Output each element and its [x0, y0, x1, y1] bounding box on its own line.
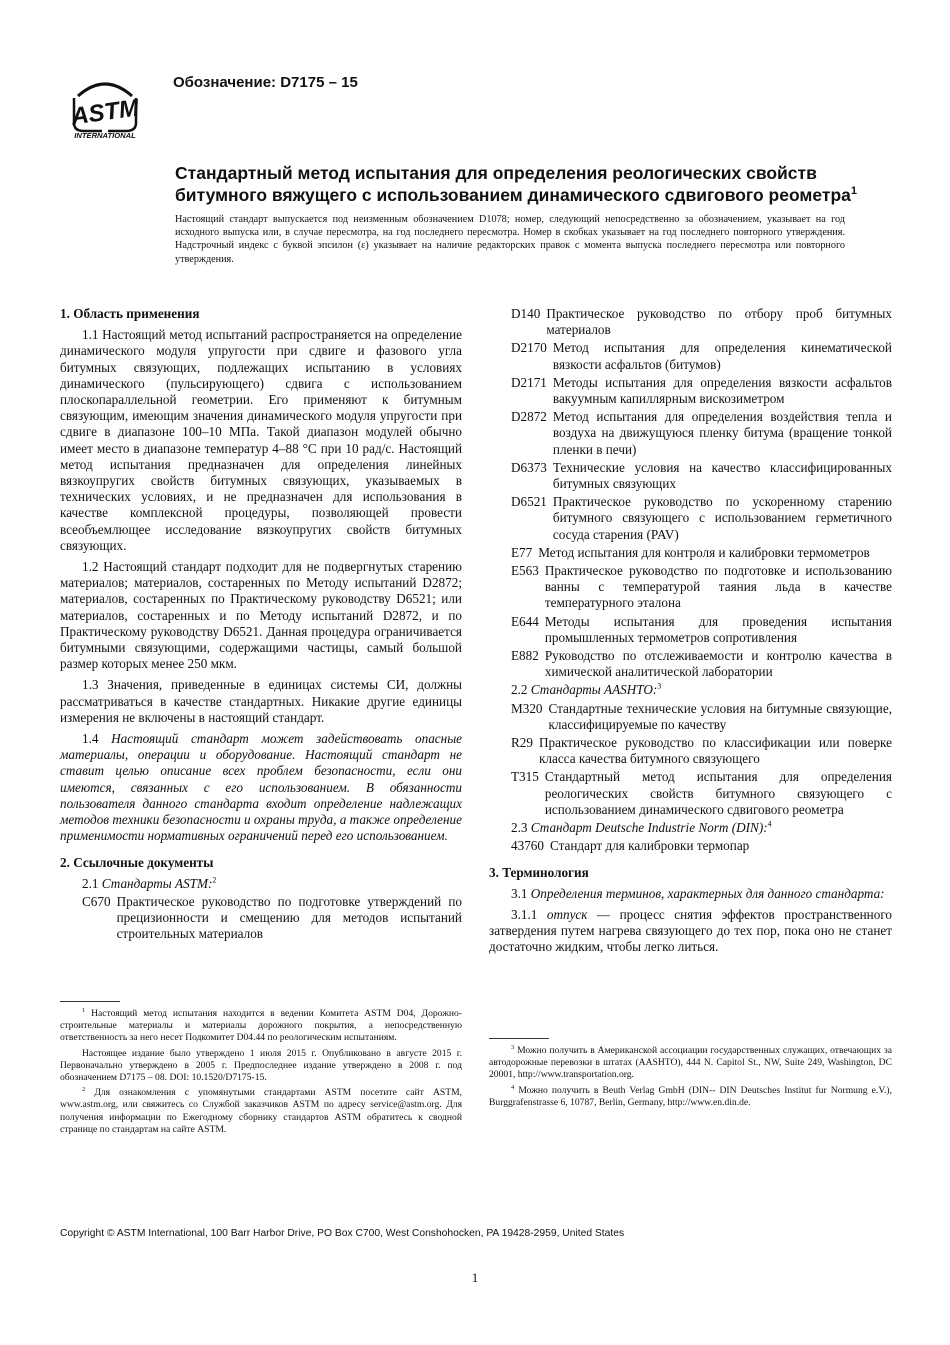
section-3-heading: 3. Терминология: [489, 864, 589, 880]
paragraph-1-2: 1.2 Настоящий стандарт подходит для не подвергнутых старению материалов; материалов, состаренных по Методу испытаний D2872; материалов, состаренных по Практическому руководству D6521; или материалов, состаренных и по Методу испытаний D2872, и по Практическому руководству D6521. Данная процедура ограничивается битумными связующими, содержащими частицы, самый большой размер которых менее 250 мкм.: [60, 559, 462, 672]
reference-item: [511, 769, 892, 818]
footnote-4-text: Можно получить в Beuth Verlag GmbH (DIN-- DIN Deutsches Institut fur Normung e.V.), Burggrafenstrasse 6, 10787, Berlin, Germany, http://www.en.din.de.: [489, 1084, 892, 1108]
reference-code: E563: [511, 563, 539, 579]
reference-title: Метод испытания для определения воздействия тепла и воздуха на движущуюся пленку битума (вращение тонкой пленки в печи): [552, 409, 892, 457]
section-2-heading: 2. Ссылочные документы: [60, 854, 214, 870]
reference-item: [511, 701, 892, 733]
reference-title: Методы испытания для определения вязкости асфальтов вакуумным капиллярным вискозиметром: [552, 374, 892, 407]
reference-code: D2171: [511, 374, 547, 390]
reference-item: [511, 460, 892, 492]
paragraph-3-1-1: [489, 907, 892, 956]
reference-item: [511, 545, 892, 561]
paragraph-1-4-number: 1.4: [82, 731, 112, 747]
reference-item: [511, 306, 892, 338]
reference-code: M320: [511, 700, 543, 716]
reference-code: 43760: [511, 838, 544, 854]
footnote-divider: [489, 1038, 549, 1039]
aashto-standards-heading: [511, 682, 892, 698]
reference-item: [82, 894, 462, 943]
designation: Обозначение: D7175 – 15: [173, 74, 358, 91]
footnote-3-text: Можно получить в Американской ассоциации государственных служащих, отвечающих за автодорожные перевозки в штатах (AASHTO), 444 N. Capitol St., NW, Suite 249, Washington, DC 20001, http://www.transportation.org.: [489, 1045, 892, 1081]
reference-code: E77: [511, 544, 533, 560]
astm-logo-subtext: INTERNATIONAL: [74, 131, 136, 140]
paragraph-3-1: [489, 886, 892, 902]
aashto-footnote-ref: 3: [657, 682, 662, 692]
reference-item: [511, 563, 892, 612]
definition-text: — процесс снятия эффектов пространственного затвердения путем нагрева связующего до тех пор, пока оно не станет достаточно жидким, чтобы легко литься.: [489, 906, 892, 955]
reference-code: R29: [511, 735, 533, 751]
paragraph-3-1-text: Определения терминов, характерных для данного стандарта:: [530, 885, 885, 901]
reference-title: Стандартный метод испытания для определения реологических свойств битумного связующего с использованием динамического сдвигового реометра: [544, 769, 892, 817]
reference-code: C670: [82, 893, 111, 909]
reference-title: Метод испытания для контроля и калибровки термометров: [538, 544, 870, 560]
paragraph-1-4: [60, 731, 462, 844]
reference-code: D6373: [511, 459, 547, 475]
aashto-standards-number: 2.2: [511, 682, 531, 698]
din-standards-heading: [511, 820, 892, 836]
paragraph-1-3: 1.3 Значения, приведенные в единицах системы СИ, должны рассматриваться в качестве стандартных. Никакие другие единицы измерения не включены в настоящий стандарт.: [60, 677, 462, 725]
paragraph-3-1-number: 3.1: [511, 885, 531, 901]
astm-logo: [64, 76, 146, 142]
footnote-divider: [60, 1001, 120, 1002]
page-number: 1: [471, 1270, 479, 1285]
reference-title: Практическое руководство по отбору проб битумных материалов: [546, 306, 892, 338]
reference-item: [511, 735, 892, 767]
reference-code: E882: [511, 648, 539, 664]
footnote-1-marker: 1: [82, 1006, 86, 1014]
reference-code: D6521: [511, 494, 547, 510]
reference-item: [511, 340, 892, 372]
reference-title: Методы испытания для проведения испытания промышленных термометров сопротивления: [544, 613, 892, 645]
footnote-4: [489, 1085, 892, 1109]
footnote-3: [489, 1045, 892, 1082]
section-1-heading: 1. Область применения: [60, 306, 200, 321]
aashto-standards-label: Стандарты AASHTO:: [530, 682, 658, 698]
footnote-2-text: Для ознакомления с упомянутыми стандартами ASTM посетите сайт ASTM, www.astm.org, или свяжитесь со Службой заказчиков ASTM по адресу service@astm.org. Для получения информации по Ежегодному сборнику стандартов ASTM обратитесь к сводной странице по стандартам на сайте ASTM.: [60, 1087, 462, 1135]
paragraph-1-4-text: Настоящий стандарт может задействовать опасные материалы, операции и оборудование. Настоящий стандарт не ставит целью описание всех проблем безопасности, если они имеются, связанных с его использованием. В обязанности пользователя данного стандарта входит определение надлежащих методов техники безопасности и охраны труда, а также определение применимости нормативных ограничений перед его использованием.: [60, 731, 462, 844]
footnote-3-marker: 3: [511, 1043, 515, 1051]
reference-title: Метод испытания для определения кинематической вязкости асфальтов (битумов): [552, 340, 892, 372]
reference-title: Стандарт для калибровки термопар: [549, 838, 750, 854]
reference-item: [511, 648, 892, 680]
footnote-2-marker: 2: [82, 1086, 86, 1094]
reference-item: [511, 614, 892, 646]
reference-item: [511, 375, 892, 407]
astm-standards-heading: [82, 876, 462, 892]
footnotes-right: [489, 1028, 892, 1112]
left-column: [60, 306, 462, 945]
din-footnote-ref: 4: [767, 819, 772, 829]
defined-term: отпуск: [546, 906, 588, 922]
din-standards-label: Стандарт Deutsche Industrie Norm (DIN):: [530, 820, 768, 836]
astm-standards-label: Стандарты ASTM:: [101, 875, 213, 891]
astm-footnote-ref: 2: [212, 875, 217, 885]
title-footnote-ref: 1: [850, 184, 857, 197]
reference-item: [511, 838, 892, 854]
astm-standards-number: 2.1: [82, 875, 102, 891]
reference-title: Практическое руководство по подготовке утверждений по прецизионности и смещению для методов испытаний строительных материалов: [116, 893, 462, 942]
footnote-1-text: Настоящий метод испытания находится в ведении Комитета ASTM D04, Дорожно-строительные материалы и материалы дорожного покрытия, а непосредственную ответственность за него несет Подкомитет D04.44 по реологическим испытаниям.: [60, 1008, 462, 1044]
astm-logo-text: ASTM: [69, 94, 141, 131]
page-title: [175, 163, 865, 206]
reference-code: D2872: [511, 409, 547, 425]
footnote-1-edition: Настоящее издание было утверждено 1 июля 2015 г. Опубликовано в августе 2015 г. Первоначально утверждено в 2005 г. Предпоследнее издание утверждено в 2008 г. под обозначением D7175 – 08. DOI: 10.1520/D7175-15.: [60, 1047, 462, 1084]
reference-title: Практическое руководство по подготовке и использованию ванны с температурой таяния льда в качестве температурного эталона: [544, 563, 892, 611]
reference-item: [511, 494, 892, 543]
reference-title: Стандартные технические условия на битумные связующие, классифицируемые по качеству: [548, 700, 892, 732]
reference-code: T315: [511, 769, 539, 785]
footnote-4-marker: 4: [511, 1083, 515, 1091]
reference-title: Практическое руководство по классификации или поверке класса качества битумного связующего: [538, 735, 892, 767]
reference-title: Технические условия на качество классифицированных битумных связующих: [552, 459, 892, 492]
reference-item: [511, 409, 892, 458]
reference-code: D2170: [511, 340, 547, 356]
reference-code: E644: [511, 613, 539, 629]
reference-code: D140: [511, 306, 541, 321]
footnote-1: [60, 1008, 462, 1045]
din-standards-number: 2.3: [511, 820, 531, 836]
right-column: [489, 306, 892, 961]
reference-title: Руководство по отслеживаемости и контролю качества в химической аналитической лаборатории: [544, 648, 892, 680]
paragraph-1-1: 1.1 Настоящий метод испытаний распространяется на определение динамического модуля упругости при сдвиге и фазового угла битумных связующих, подлежащих испытанию в условиях динамического (пульсирующего) сдвига с использованием плоскопараллельной геометрии. Его применяют к битумным связующим, имеющим значения динамического модуля упругости при сдвиге в диапазоне 100–10 МПа. Такой диапазон модулей обычно имеет место в диапазоне температур 4–88 °C при 10 рад/с. Настоящий метод испытания предназначен для определения линейных вязкоупругих свойств битумных связующих, указываемых в технических условиях, и не предназначен для использования в качестве комплексной процедуры, позволяющей провести всеобъемлющее исследование вязкоупругих свойств битумных связующих.: [60, 327, 462, 553]
preamble: Настоящий стандарт выпускается под неизменным обозначением D1078; номер, следующий непосредственно за обозначением, указывает на год исходного выпуска или, в случае пересмотра, на год последнего пересмотра. Номер в скобках указывает на год последнего повторного утверждения. Надстрочный индекс с буквой эпсилон (ε) указывает на наличие редакторских правок с момента выпуска последнего пересмотра или повторного утверждения.: [175, 214, 845, 265]
copyright-notice: Copyright © ASTM International, 100 Barr Harbor Drive, PO Box C700, West Conshohocken, PA 19428-2959, United States: [60, 1228, 625, 1239]
paragraph-3-1-1-number: 3.1.1: [511, 906, 547, 922]
footnotes-left: [60, 991, 462, 1139]
title-text: Стандартный метод испытания для определения реологических свойств битумного вяжущего с использованием динамического сдвигового реометра: [175, 163, 851, 205]
footnote-2: [60, 1087, 462, 1136]
reference-title: Практическое руководство по ускоренному старению битумного связующего с использованием герметичного сосуда старения (PAV): [552, 494, 892, 542]
